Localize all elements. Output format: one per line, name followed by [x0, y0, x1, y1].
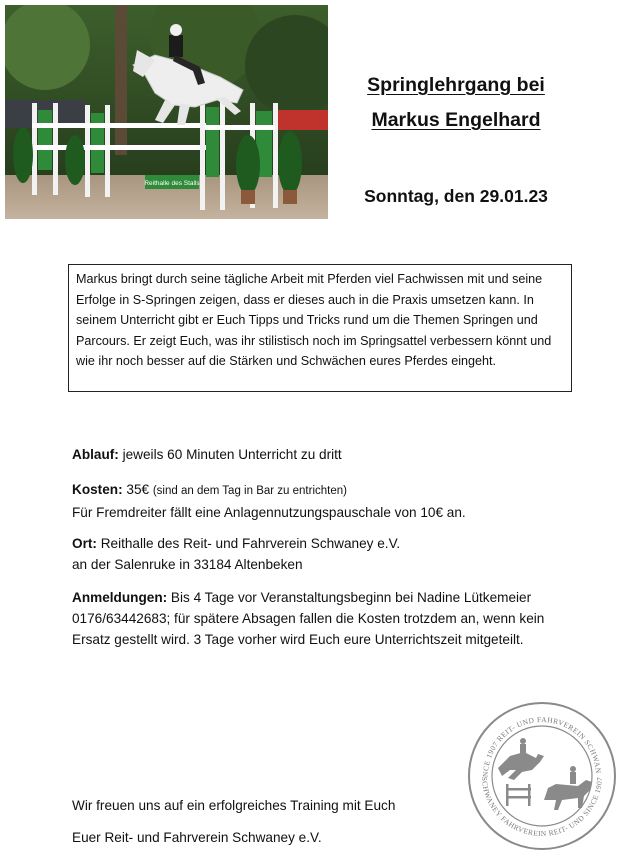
kosten-extra: Für Fremdreiter fällt eine Anlagennutzungspauschale von 10€ an. — [72, 505, 466, 520]
ort-label: Ort: — [72, 536, 97, 551]
ort-line-1 — [72, 533, 400, 554]
anmeldung-line-1 — [72, 587, 544, 608]
photo-illustration — [5, 5, 328, 219]
kosten-value: 35€ — [122, 482, 153, 497]
ort-line-2: an der Salenruke in 33184 Altenbeken — [72, 557, 303, 572]
seal-graphic — [466, 700, 618, 852]
anmeldung-label: Anmeldungen: — [72, 590, 168, 605]
ablauf-line — [72, 444, 342, 465]
ort-text-1: Reithalle des Reit- und Fahrverein Schwaney e.V. — [96, 536, 401, 551]
page-title — [340, 68, 572, 138]
event-date: Sonntag, den 29.01.23 — [364, 186, 548, 206]
anmeldung-text-1: Bis 4 Tage vor Veranstaltungsbeginn bei Nadine Lütkemeier — [167, 590, 532, 605]
show-jumping-photo — [5, 5, 328, 219]
anmeldung-line-2: 0176/63442683; für spätere Absagen fallen die Kosten trotzdem an, wenn kein — [72, 611, 545, 626]
ablauf-label: Ablauf: — [72, 447, 119, 462]
intro-text: Markus bringt durch seine tägliche Arbeit mit Pferden viel Fachwissen mit und seine Erfolge in S-Springen zeigen, dass er dieses auch in die Praxis umsetzen kann. In seinem Unterricht gibt er Euch Tipps und Tricks rund um die Themen Springen und Parcours. Er zeigt Euch, was ihr stilistisch noch im Springsattel verbessern könnt und wie ihr noch besser auf die Stärken und Schwächen eures Pferdes eingeht. — [76, 272, 552, 369]
kosten-block — [72, 479, 466, 523]
seal-bottom-text: SCHWANEY FAHRVEREIN REIT- UND SINCE 1907 — [479, 776, 605, 839]
title-line-1: Springlehrgang bei — [367, 74, 545, 96]
intro-box — [68, 264, 572, 392]
anmeldung-block — [72, 587, 544, 650]
club-seal-logo — [466, 700, 618, 852]
signature-text: Euer Reit- und Fahrverein Schwaney e.V. — [72, 830, 322, 845]
ort-block — [72, 533, 400, 575]
arena-sign-text: Reithalle des Stalls — [144, 180, 200, 187]
seal-top-text: NCE 1907 REIT- UND FAHRVEREIN SCHWAN — [480, 714, 604, 778]
kosten-note: (sind an dem Tag in Bar zu entrichten) — [152, 485, 347, 497]
title-line-2: Markus Engelhard — [371, 109, 541, 131]
kosten-line — [72, 479, 466, 502]
anmeldung-line-3: Ersatz gestellt wird. 3 Tage vorher wird Euch eure Unterrichtszeit mitgeteilt. — [72, 632, 524, 647]
kosten-label: Kosten: — [72, 482, 123, 497]
ablauf-text: jeweils 60 Minuten Unterricht zu dritt — [118, 447, 342, 462]
closing-text: Wir freuen uns auf ein erfolgreiches Training mit Euch — [72, 798, 396, 813]
